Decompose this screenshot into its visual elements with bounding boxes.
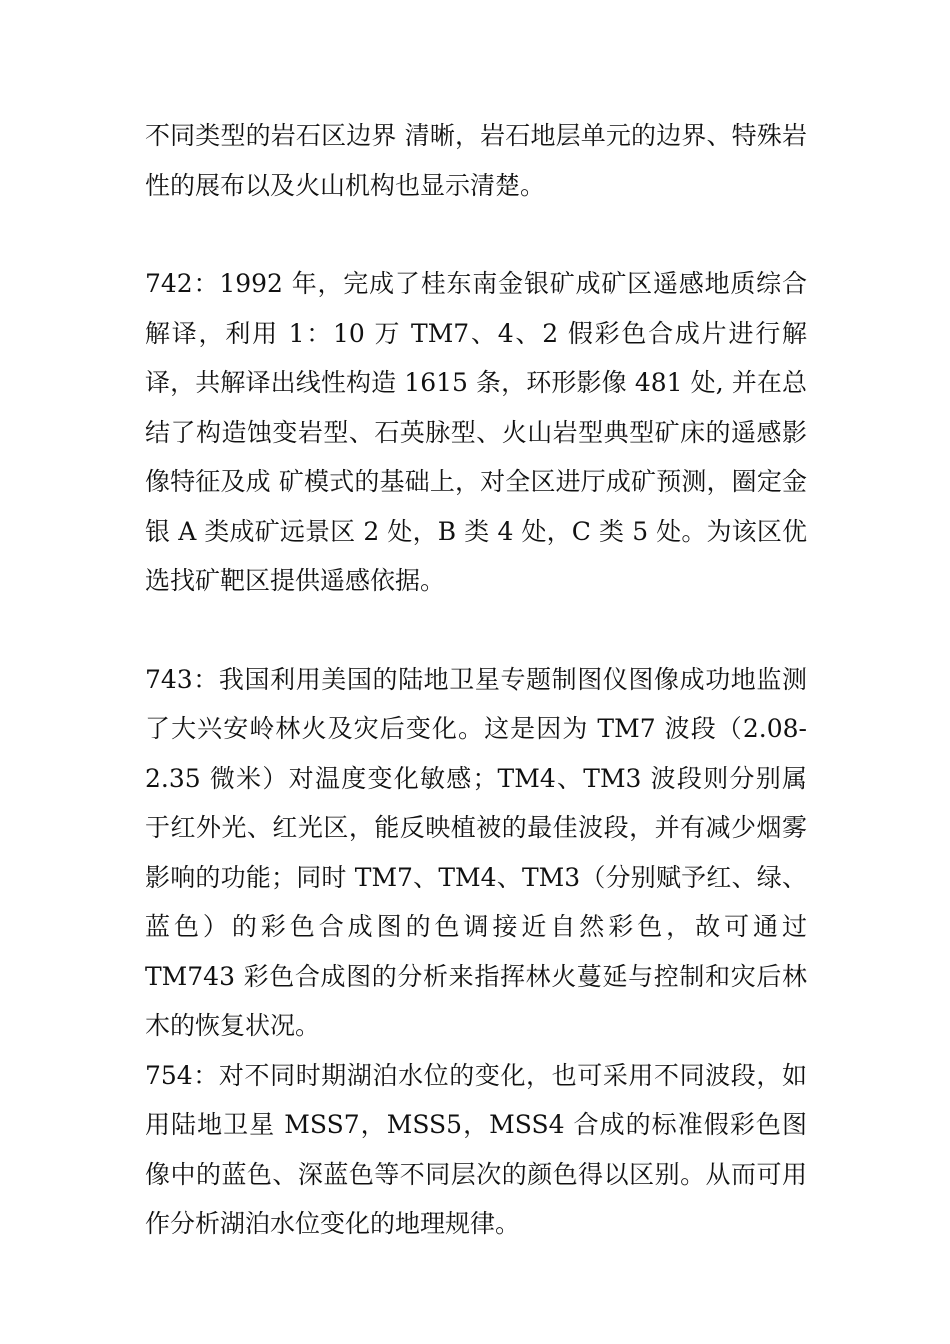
- paragraph-rock-boundaries: 不同类型的岩石区边界 清晰，岩石地层单元的边界、特殊岩性的展布以及火山机构也显示清楚。: [145, 121, 807, 200]
- paragraph-754: 754：对不同时期湖泊水位的变化，也可采用不同波段，如用陆地卫星 MSS7，MSS5，MSS4 合成的标准假彩色图像中的蓝色、深蓝色等不同层次的颜色得以区别。从而可用作分析湖泊水位变化的地理规律。: [145, 1060, 807, 1238]
- paragraph-743: 743：我国利用美国的陆地卫星专题制图仪图像成功地监测了大兴安岭林火及灾后变化。这是因为 TM7 波段（2.08-2.35 微米）对温度变化敏感；TM4、TM3 波段则分别属于红外光、红光区，能反映植被的最佳波段，并有减少烟雾影响的功能；同时 TM7、TM4、TM3（分别赋予红、绿、蓝色）的彩色合成图的色调接近自然彩色，故可通过 TM743 彩色合成图的分析来指挥林火蔓延与控制和灾后林木的恢复状况。: [145, 664, 807, 1040]
- document-body: [145, 111, 807, 1249]
- paragraph-742: 742：1992 年，完成了桂东南金银矿成矿区遥感地质综合解译，利用 1：10 万 TM7、4、2 假彩色合成片进行解译，共解译出线性构造 1615 条，环形影像 481 处, 并在总结了构造蚀变岩型、石英脉型、火山岩型典型矿床的遥感影像特征及成 矿模式的基础上，对全区进厅成矿预测，圈定金银 A 类成矿远景区 2 处，B 类 4 处，C 类 5 处。为该区优选找矿靶区提供遥感依据。: [145, 269, 807, 595]
